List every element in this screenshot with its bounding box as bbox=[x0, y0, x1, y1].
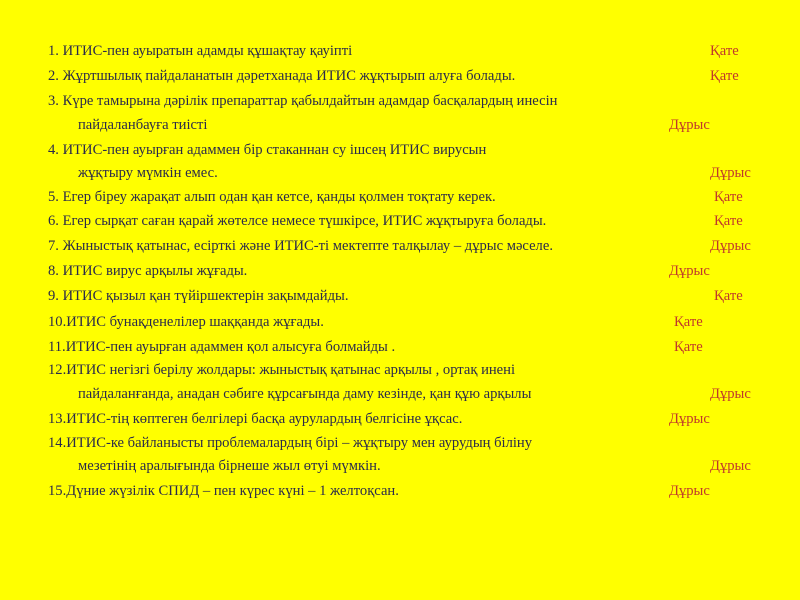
statement-14-continued: мезетінің аралығында бірнеше жыл өтуі мүмкін. bbox=[78, 458, 381, 474]
statement-5: 5. Егер біреу жарақат алып одан қан кетсе, қанды қолмен тоқтату керек. bbox=[48, 189, 496, 205]
statement-15: 15.Дүние жүзілік СПИД – пен күрес күні – 1 желтоқсан. bbox=[48, 483, 399, 499]
statement-14: 14.ИТИС-ке байланысты проблемалардың бірі – жұқтыру мен аурудың біліну bbox=[48, 435, 533, 451]
statement-9: 9. ИТИС қызыл қан түйіршектерін зақымдайды. bbox=[48, 288, 349, 304]
answer-6: Қате bbox=[714, 213, 743, 229]
statement-11: 11.ИТИС-пен ауырған адаммен қол алысуға болмайды . bbox=[48, 339, 396, 355]
answer-7: Дұрыс bbox=[710, 238, 751, 254]
answer-14: Дұрыс bbox=[710, 458, 751, 474]
answer-10: Қате bbox=[674, 314, 703, 330]
answer-4: Дұрыс bbox=[710, 165, 751, 181]
statement-6: 6. Егер сырқат саған қарай жөтелсе немесе түшкірсе, ИТИС жұқтыруға болады. bbox=[48, 213, 547, 229]
answer-8: Дұрыс bbox=[669, 263, 710, 279]
answer-11: Қате bbox=[674, 339, 703, 355]
statement-12-continued: пайдаланғанда, анадан сәбиге құрсағында даму кезінде, қан құю арқылы bbox=[78, 386, 532, 402]
statement-4: 4. ИТИС-пен ауырған адаммен бір стаканнан су ішсең ИТИС вирусын bbox=[48, 142, 487, 158]
statement-10: 10.ИТИС бунақденелілер шаққанда жұғады. bbox=[48, 314, 324, 330]
answer-12: Дұрыс bbox=[710, 386, 751, 402]
answer-2: Қате bbox=[710, 68, 739, 84]
answer-13: Дұрыс bbox=[669, 411, 710, 427]
statement-8: 8. ИТИС вирус арқылы жұғады. bbox=[48, 263, 248, 279]
answer-3: Дұрыс bbox=[669, 117, 710, 133]
statement-4-continued: жұқтыру мүмкін емес. bbox=[78, 165, 218, 181]
answer-9: Қате bbox=[714, 288, 743, 304]
statement-12: 12.ИТИС негізгі берілу жолдары: жыныстық қатынас арқылы , ортақ инені bbox=[48, 362, 516, 378]
statement-3: 3. Күре тамырына дәрілік препараттар қабылдайтын адамдар басқалардың инесін bbox=[48, 93, 558, 109]
answer-1: Қате bbox=[710, 43, 739, 59]
statement-2: 2. Жұртшылық пайдаланатын дәретханада ИТИС жұқтырып алуға болады. bbox=[48, 68, 516, 84]
statement-13: 13.ИТИС-тің көптеген белгілері басқа аурулардың белгісіне ұқсас. bbox=[48, 411, 463, 427]
statement-1: 1. ИТИС-пен ауыратын адамды құшақтау қауіпті bbox=[48, 43, 353, 59]
statement-3-continued: пайдаланбауға тиісті bbox=[78, 117, 208, 133]
answer-5: Қате bbox=[714, 189, 743, 205]
answer-15: Дұрыс bbox=[669, 483, 710, 499]
statement-7: 7. Жыныстық қатынас, есірткі және ИТИС-ті мектепте талқылау – дұрыс мәселе. bbox=[48, 238, 553, 254]
